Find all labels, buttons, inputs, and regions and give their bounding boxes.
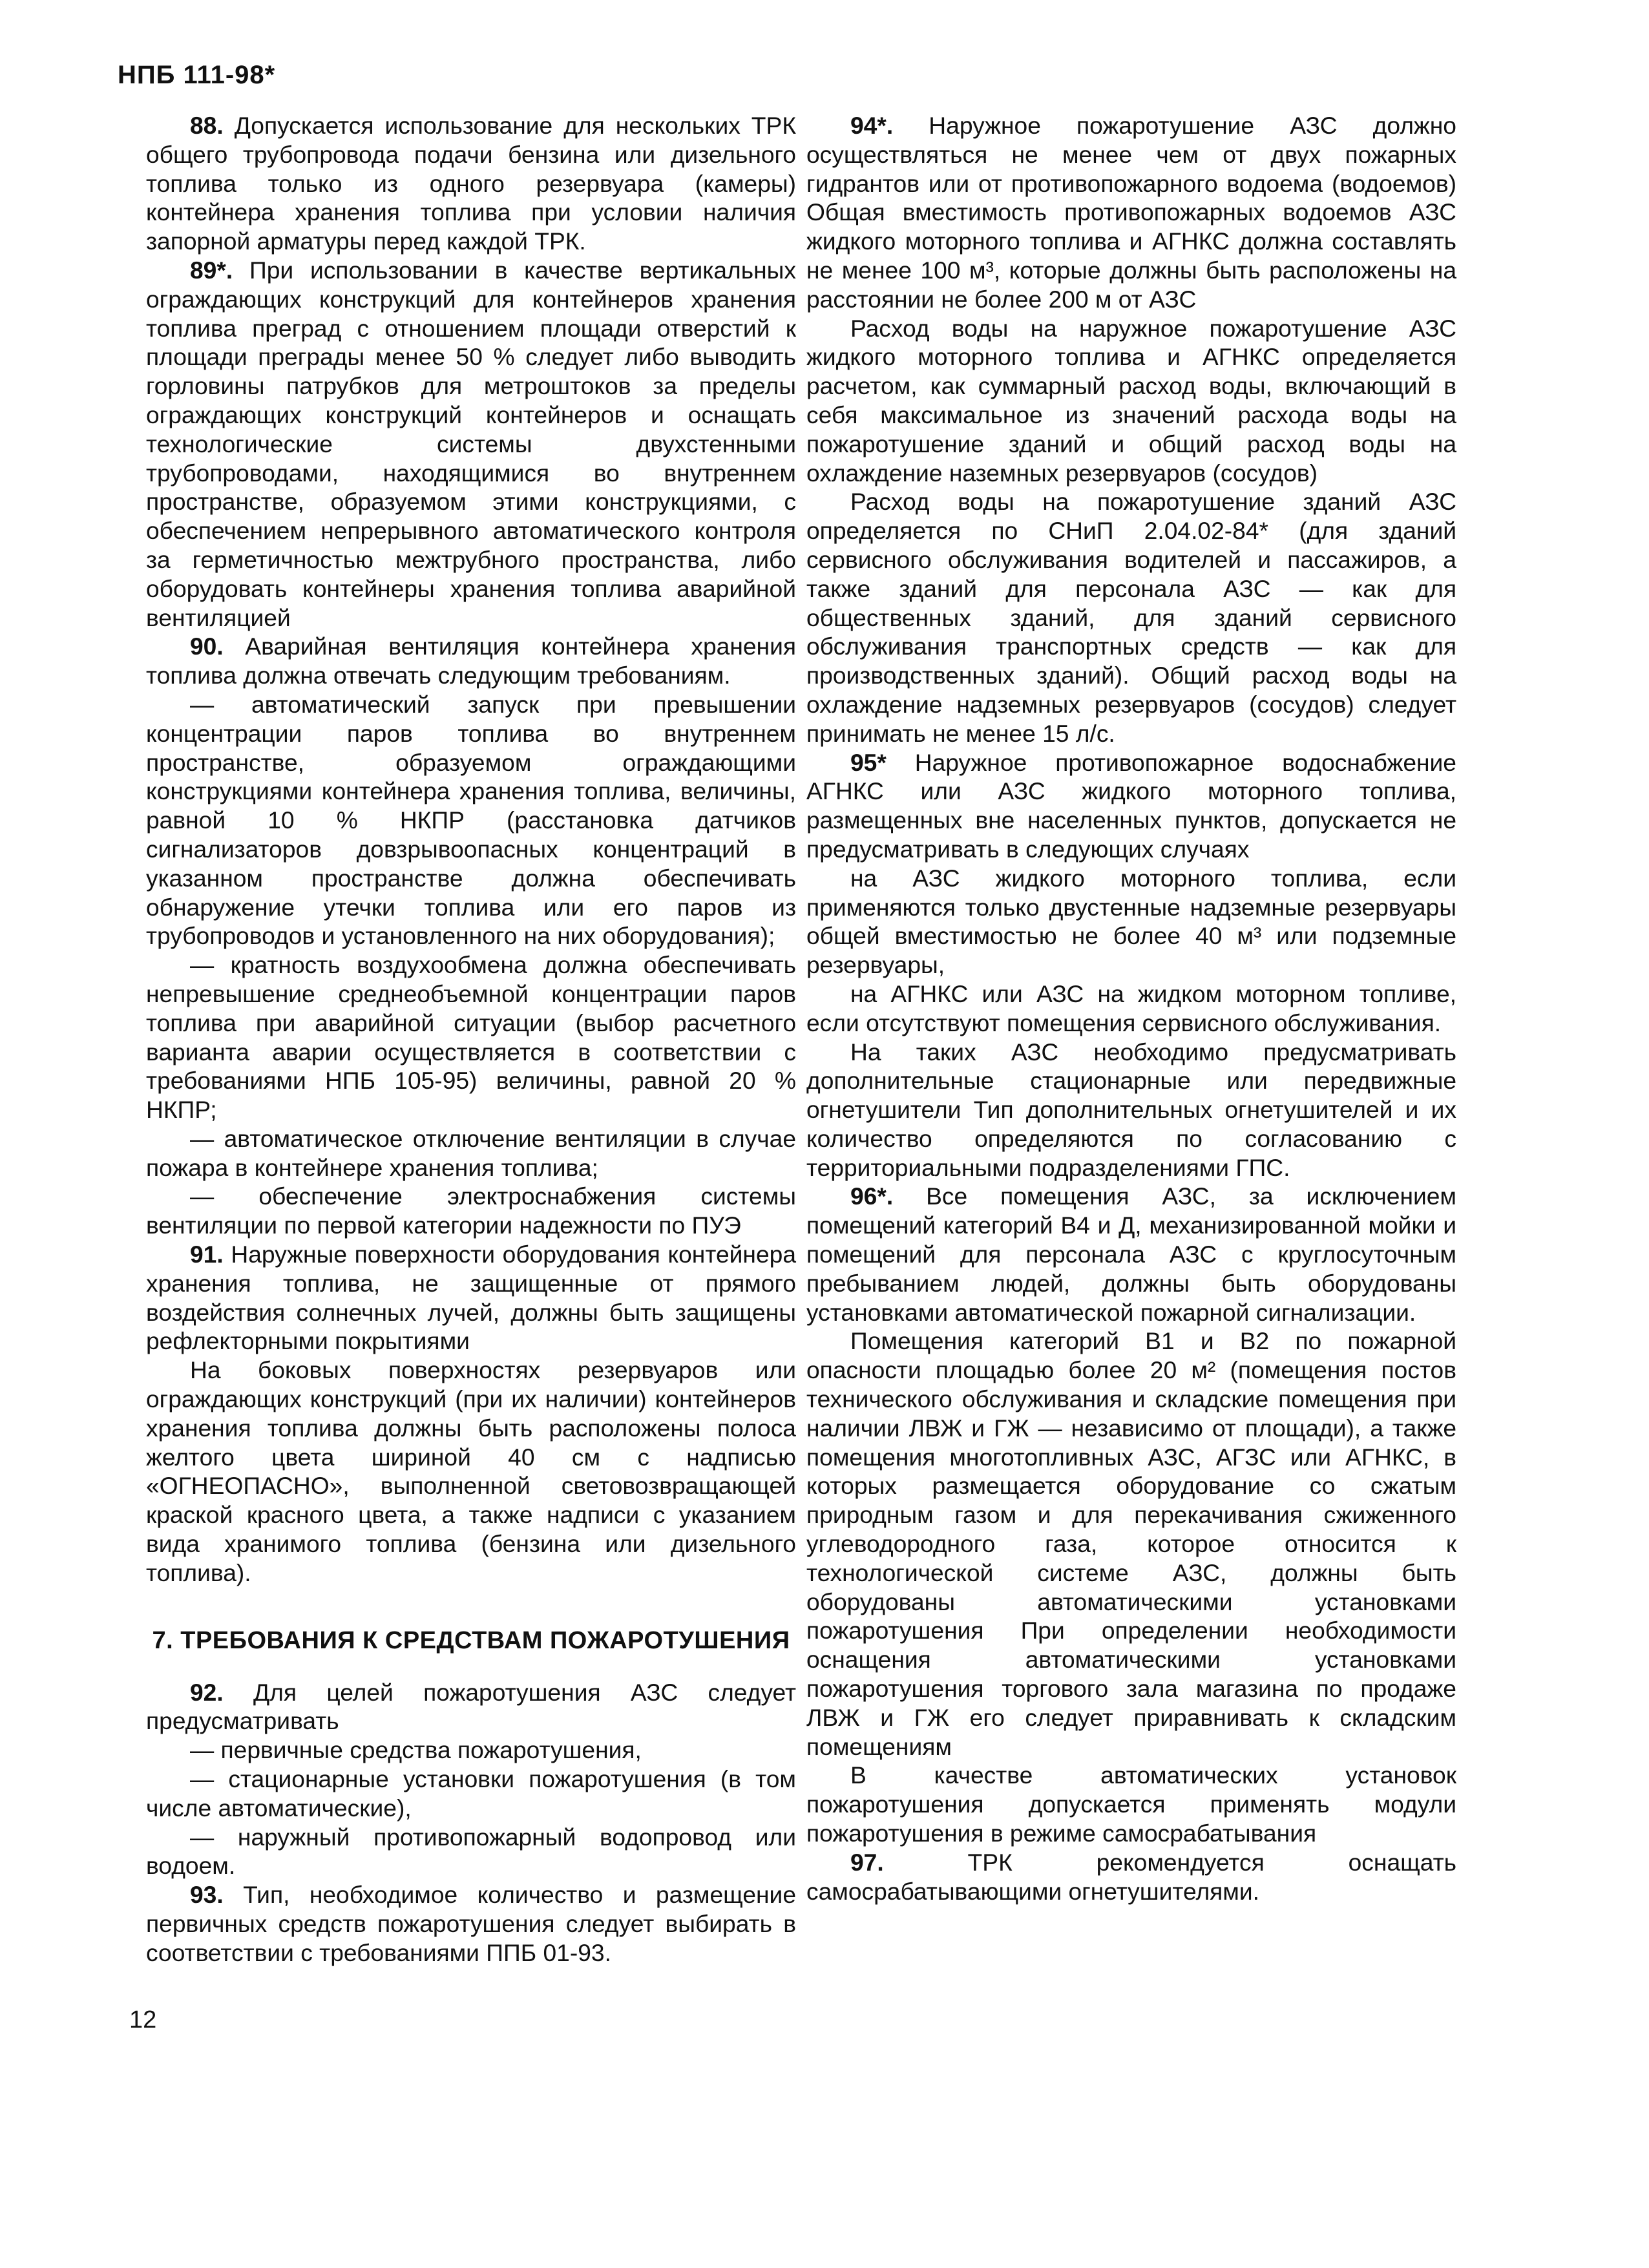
paragraph-text: Наружное противопожарное водоснабжение АГНКС или АЗС жидкого моторного топлива, размещенных вне населенных пунктов, допускается не предусматривать в следующих случаях xyxy=(806,748,1456,863)
clause-number: 89*. xyxy=(190,256,233,284)
paragraph-text: Расход воды на пожаротушение зданий АЗС определяется по СНиП 2.04.02-84* (для зданий сервисного обслуживания водителей и пассажиров, а также зданий для персонала АЗС — как для общественных зданий, для зданий сервисного обслуживания транспортных средств — как для производственных зданий). Общий расход воды на охлаждение надземных резервуаров (сосудов) следует принимать не менее 15 л/с. xyxy=(806,488,1456,747)
paragraph xyxy=(146,1240,796,1356)
paragraph-text: На таких АЗС необходимо предусматривать дополнительные стационарные или передвижные огнетушители Тип дополнительных огнетушителей и их количество определяются по согласованию с территориальными подразделениями ГПС. xyxy=(806,1038,1456,1181)
right-paragraphs xyxy=(806,111,1456,1906)
paragraph-text: на АГНКС или АЗС на жидком моторном топливе, если отсутствуют помещения сервисного обслуживания. xyxy=(806,980,1456,1036)
paragraph-text: на АЗС жидкого моторного топлива, если применяются только двустенные надземные резервуары общей вместимостью не более 40 м³ или подземные резервуары, xyxy=(806,864,1456,979)
clause-number: 97. xyxy=(850,1848,884,1876)
paragraph-text: — автоматическое отключение вентиляции в случае пожара в контейнере хранения топлива; xyxy=(146,1124,796,1181)
paragraph xyxy=(806,1327,1456,1761)
paragraph-text: Допускается использование для нескольких ТРК общего трубопровода подачи бензина или дизельного топлива только из одного резервуара (камеры) контейнера хранения топлива при условии наличия запорной арматуры перед каждой ТРК. xyxy=(146,112,796,255)
left-paragraphs-after-heading xyxy=(146,1678,796,1968)
paragraph-text: При использовании в качестве вертикальных ограждающих конструкций для контейнеров хранения топлива преград с отношением площади отверстий к площади преграды менее 50 % следует либо выводить горловины патрубков для метроштоков за пределы ограждающих конструкций контейнеров и оснащать технологические системы двухстенными трубопроводами, находящимися во внутреннем пространстве, образуемом этими конструкциями, с обеспечением непрерывного автоматического контроля за герметичностью межтрубного пространства, либо оборудовать контейнеры хранения топлива аварийной вентиляцией xyxy=(146,256,796,631)
paragraph xyxy=(806,487,1456,748)
paragraph-text: Для целей пожаротушения АЗС следует предусматривать xyxy=(146,1678,796,1735)
paragraph-text: — автоматический запуск при превышении концентрации паров топлива во внутреннем пространстве, образуемом ограждающими конструкциями контейнера хранения топлива, величины, равной 10 % НКПР (расстановка датчиков сигнализаторов довзрывоопасных концентраций в указанном пространстве должна обеспечивать обнаружение утечки топлива или его паров из трубопроводов и установленного на них оборудования); xyxy=(146,690,796,950)
paragraph xyxy=(806,980,1456,1038)
clause-number: 93. xyxy=(190,1881,224,1909)
paragraph-text: Аварийная вентиляция контейнера хранения топлива должна отвечать следующим требованиям. xyxy=(146,633,796,689)
clause-number: 94*. xyxy=(850,112,894,139)
clause-number: 92. xyxy=(190,1678,224,1706)
paragraph xyxy=(806,1182,1456,1327)
paragraph-text: В качестве автоматических установок пожаротушения допускается применять модули пожаротушения в режиме самосрабатывания xyxy=(806,1761,1456,1847)
paragraph xyxy=(146,1678,796,1736)
clause-number: 96*. xyxy=(850,1182,894,1210)
paragraph-text: Наружные поверхности оборудования контейнера хранения топлива, не защищенные от прямого воздействия солнечных лучей, должны быть защищены рефлекторными покрытиями xyxy=(146,1241,796,1355)
paragraph-text: ТРК рекомендуется оснащать самосрабатывающими огнетушителями. xyxy=(806,1848,1456,1905)
paragraph xyxy=(806,864,1456,980)
paragraph-text: Наружное пожаротушение АЗС должно осуществляться не менее чем от двух пожарных гидрантов или от противопожарного водоема (водоемов) Общая вместимость противопожарных водоемов АЗС жидкого моторного топлива и АГНКС должна составлять не менее 100 м³, которые должны быть расположены на расстоянии не более 200 м от АЗС xyxy=(806,112,1456,313)
paragraph xyxy=(146,632,796,690)
paragraph xyxy=(146,256,796,632)
paragraph-text: Тип, необходимое количество и размещение первичных средств пожаротушения следует выбирать в соответствии с требованиями ППБ 01-93. xyxy=(146,1881,796,1966)
paragraph xyxy=(146,1356,796,1587)
paragraph-text: — первичные средства пожаротушения, xyxy=(190,1736,642,1764)
paragraph-text: — наружный противопожарный водопровод или водоем. xyxy=(146,1823,796,1880)
paragraph xyxy=(146,1736,796,1765)
clause-number: 91. xyxy=(190,1241,224,1268)
paragraph-text: — кратность воздухообмена должна обеспечивать непревышение среднеобъемной концентрации паров топлива при аварийной ситуации (выбор расчетного варианта аварии осуществляется в соответствии с требованиями НПБ 105-95) величины, равной 20 % НКПР; xyxy=(146,951,796,1124)
paragraph xyxy=(146,690,796,950)
clause-number: 90. xyxy=(190,633,224,660)
page-number: 12 xyxy=(129,2006,157,2033)
document-code-header: НПБ 111-98* xyxy=(118,61,276,89)
paragraph xyxy=(146,111,796,256)
paragraph xyxy=(146,1880,796,1967)
right-column xyxy=(806,111,1456,1906)
paragraph xyxy=(806,314,1456,488)
paragraph-text: — стационарные установки пожаротушения (в том числе автоматические), xyxy=(146,1765,796,1822)
paragraph xyxy=(146,1124,796,1182)
paragraph xyxy=(806,111,1456,314)
section-heading: 7. ТРЕБОВАНИЯ К СРЕДСТВАМ ПОЖАРОТУШЕНИЯ xyxy=(152,1626,790,1654)
clause-number: 95* xyxy=(850,748,887,776)
paragraph xyxy=(806,1761,1456,1847)
paragraph xyxy=(146,950,796,1124)
paragraph xyxy=(806,1038,1456,1182)
clause-number: 88. xyxy=(190,112,224,139)
paragraph xyxy=(146,1182,796,1240)
paragraph-text: — обеспечение электроснабжения системы вентиляции по первой категории надежности по ПУЭ xyxy=(146,1182,796,1239)
left-column xyxy=(146,111,796,1968)
paragraph xyxy=(806,1848,1456,1906)
paragraph-text: На боковых поверхностях резервуаров или ограждающих конструкций (при их наличии) контейнеров хранения топлива должны быть расположены полоса желтого цвета шириной 40 см с надписью «ОГНЕОПАСНО», выполненной световозвращающей краской красного цвета, а также надписи с указанием вида хранимого топлива (бензина или дизельного топлива). xyxy=(146,1356,796,1586)
paragraph-text: Помещения категорий В1 и В2 по пожарной опасности площадью более 20 м² (помещения постов технического обслуживания и складские помещения при наличии ЛВЖ и ГЖ — независимо от площади), а также помещения многотопливных АЗС, АГЗС или АГНКС, в которых размещается оборудование со сжатым природным газом и для перекачивания сжиженного углеводородного газа, которое относится к технологической системе АЗС, должны быть оборудованы автоматическими установками пожаротушения При определении необходимости оснащения автоматическими установками пожаротушения торгового зала магазина по продаже ЛВЖ и ГЖ его следует приравнивать к складским помещениям xyxy=(806,1327,1456,1760)
paragraph xyxy=(146,1823,796,1881)
paragraph xyxy=(806,748,1456,864)
paragraph xyxy=(146,1765,796,1823)
paragraph-text: Расход воды на наружное пожаротушение АЗС жидкого моторного топлива и АГНКС определяется расчетом, как суммарный расход воды, включающий в себя максимальное из значений расхода воды на пожаротушение зданий и общий расход воды на охлаждение наземных резервуаров (сосудов) xyxy=(806,314,1456,487)
paragraph-text: Все помещения АЗС, за исключением помещений категорий В4 и Д, механизированной мойки и помещений для персонала АЗС с круглосуточным пребыванием людей, должны быть оборудованы установками автоматической пожарной сигнализации. xyxy=(806,1182,1456,1326)
left-paragraphs xyxy=(146,111,796,1588)
